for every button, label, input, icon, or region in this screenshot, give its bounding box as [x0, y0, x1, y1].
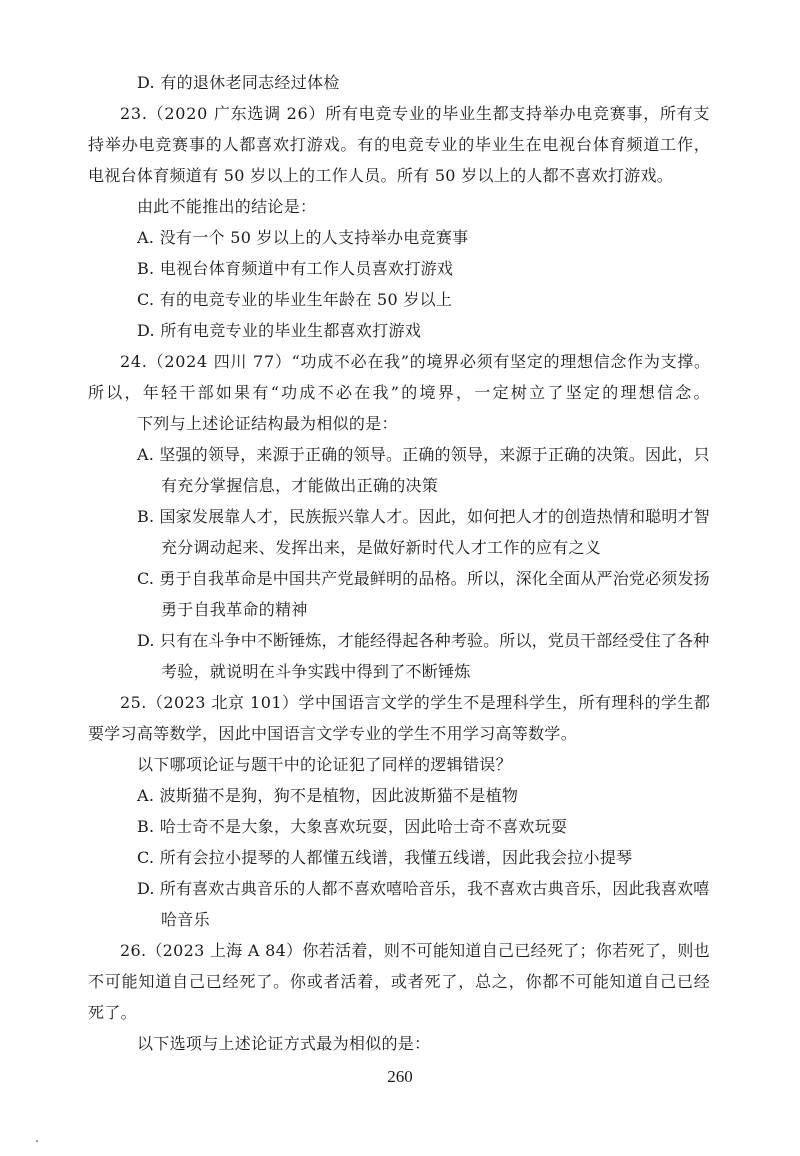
text-line: C. 有的电竞专业的毕业生年龄在 50 岁以上: [137, 290, 453, 309]
text-line: D. 所有电竞专业的毕业生都喜欢打游戏: [137, 321, 422, 340]
text-line: 考验，就说明在斗争实践中得到了不断锤炼: [161, 662, 471, 681]
text-line: 25.（2023 北京 101）学中国语言文学的学生不是理科学生，所有理科的学生都: [120, 693, 711, 712]
text-line: 由此不能推出的结论是：: [137, 197, 317, 216]
text-line: 持举办电竞赛事的人都喜欢打游戏。有的电竞专业的毕业生在电视台体育频道工作，: [88, 135, 711, 154]
page-number: 260: [387, 1067, 413, 1086]
text-line: B. 电视台体育频道中有工作人员喜欢打游戏: [137, 259, 454, 278]
text-line: 电视台体育频道有 50 岁以上的工作人员。所有 50 岁以上的人都不喜欢打游戏。: [88, 166, 674, 185]
text-line: 不可能知道自己已经死了。你或者活着，或者死了，总之，你都不可能知道自己已经: [88, 972, 711, 991]
text-line: A. 波斯猫不是狗，狗不是植物，因此波斯猫不是植物: [137, 786, 519, 805]
text-line: 要学习高等数学，因此中国语言文学专业的学生不用学习高等数学。: [88, 724, 578, 743]
text-line: 24.（2024 四川 77）“功成不必在我”的境界必须有坚定的理想信念作为支撑。: [120, 352, 711, 371]
text-line: 有充分掌握信息，才能做出正确的决策: [161, 476, 439, 495]
text-line: A. 坚强的领导，来源于正确的领导。正确的领导，来源于正确的决策。因此，只: [137, 445, 710, 464]
text-line: 以下选项与上述论证方式最为相似的是：: [137, 1034, 431, 1053]
text-line: 以下哪项论证与题干中的论证犯了同样的逻辑错误？: [137, 755, 512, 774]
text-line: B. 国家发展靠人才，民族振兴靠人才。因此，如何把人才的创造热情和聪明才智: [137, 507, 710, 526]
text-line: B. 哈士奇不是大象，大象喜欢玩耍，因此哈士奇不喜欢玩耍: [137, 817, 568, 836]
text-line: 26.（2023 上海 A 84）你若活着，则不可能知道自己已经死了；你若死了，则也: [120, 941, 710, 960]
text-line: 下列与上述论证结构最为相似的是：: [137, 414, 398, 433]
text-line: C. 所有会拉小提琴的人都懂五线谱，我懂五线谱，因此我会拉小提琴: [137, 848, 633, 867]
text-line: 所以，年轻干部如果有“功成不必在我”的境界，一定树立了坚定的理想信念。: [88, 383, 712, 402]
text-line: D. 只有在斗争中不断锤炼，才能经得起各种考验。所以，党员干部经受住了各种: [137, 631, 710, 650]
text-line: C. 勇于自我革命是中国共产党最鲜明的品格。所以，深化全面从严治党必须发扬: [137, 569, 710, 588]
text-line: D. 有的退休老同志经过体检: [137, 73, 340, 92]
text-line: 充分调动起来、发挥出来，是做好新时代人才工作的应有之义: [161, 538, 602, 557]
text-line: 勇于自我革命的精神: [161, 600, 308, 619]
text-line: 死了。: [88, 1003, 137, 1022]
text-line: 23.（2020 广东选调 26）所有电竞专业的毕业生都支持举办电竞赛事，所有支: [120, 104, 711, 123]
text-line: A. 没有一个 50 岁以上的人支持举办电竞赛事: [137, 228, 469, 247]
text-line: D. 所有喜欢古典音乐的人都不喜欢嘻哈音乐，我不喜欢古典音乐，因此我喜欢嘻: [137, 879, 710, 898]
text-line: 哈音乐: [161, 910, 210, 929]
scan-speck: [36, 1140, 38, 1142]
